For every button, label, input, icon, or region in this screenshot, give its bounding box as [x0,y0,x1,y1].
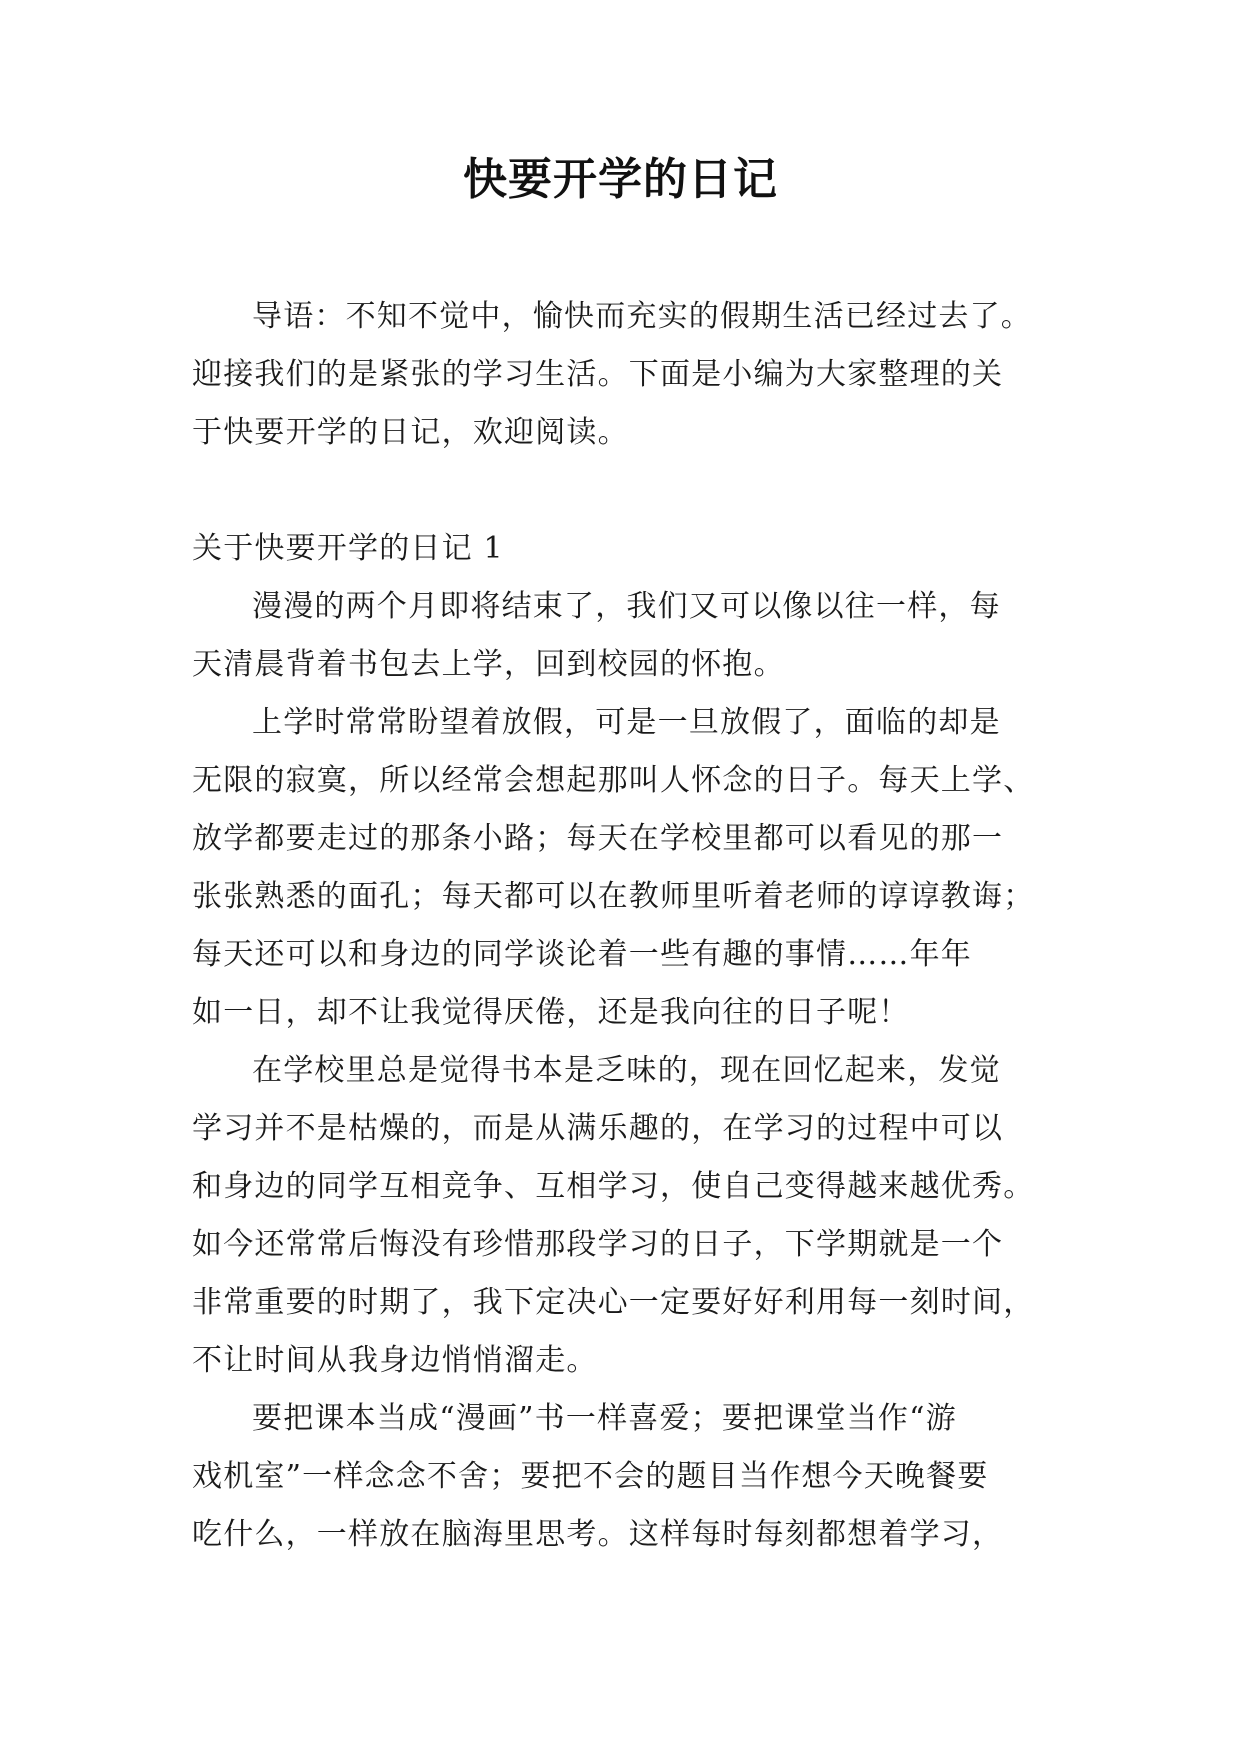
text-line: 戏机室”一样念念不舍；要把不会的题目当作想今天晚餐要 [192,1459,989,1494]
body-paragraph [192,1390,1052,1564]
body-paragraph [192,694,1052,1042]
text-line: 吃什么，一样放在脑海里思考。这样每时每刻都想着学习， [192,1517,1004,1552]
text-line: 每天还可以和身边的同学谈论着一些有趣的事情……年年 [192,937,972,972]
text-line: 学习并不是枯燥的，而是从满乐趣的，在学习的过程中可以 [192,1111,1004,1146]
intro-paragraph [192,288,1052,462]
text-line: 于快要开学的日记，欢迎阅读。 [192,415,629,450]
text-line: 不让时间从我身边悄悄溜走。 [192,1343,598,1378]
text-line: 张张熟悉的面孔；每天都可以在教师里听着老师的谆谆教诲； [192,879,1035,914]
text-line: 上学时常常盼望着放假，可是一旦放假了，面临的却是 [252,705,1001,740]
body-paragraph [192,578,1052,694]
text-line: 漫漫的两个月即将结束了，我们又可以像以往一样，每 [252,589,1001,624]
text-line: 非常重要的时期了，我下定决心一定要好好利用每一刻时间， [192,1285,1035,1320]
text-line: 如今还常常后悔没有珍惜那段学习的日子，下学期就是一个 [192,1227,1004,1262]
document-body [192,288,1052,1564]
text-line: 要把课本当成“漫画”书一样喜爱；要把课堂当作“游 [252,1401,957,1436]
text-line: 放学都要走过的那条小路；每天在学校里都可以看见的那一 [192,821,1004,856]
text-line: 和身边的同学互相竞争、互相学习，使自己变得越来越优秀。 [192,1169,1035,1204]
text-line: 如一日，却不让我觉得厌倦，还是我向往的日子呢！ [192,995,910,1030]
text-line: 无限的寂寞，所以经常会想起那叫人怀念的日子。每天上学、 [192,763,1035,798]
body-paragraph [192,1042,1052,1390]
text-line: 天清晨背着书包去上学，回到校园的怀抱。 [192,647,785,682]
text-line: 在学校里总是觉得书本是乏味的，现在回忆起来，发觉 [252,1053,1001,1088]
document-title: 快要开学的日记 [463,154,778,205]
text-line: 导语：不知不觉中，愉快而充实的假期生活已经过去了。 [252,299,1032,334]
section-heading: 关于快要开学的日记 1 [192,531,504,566]
text-line: 迎接我们的是紧张的学习生活。下面是小编为大家整理的关 [192,357,1004,392]
